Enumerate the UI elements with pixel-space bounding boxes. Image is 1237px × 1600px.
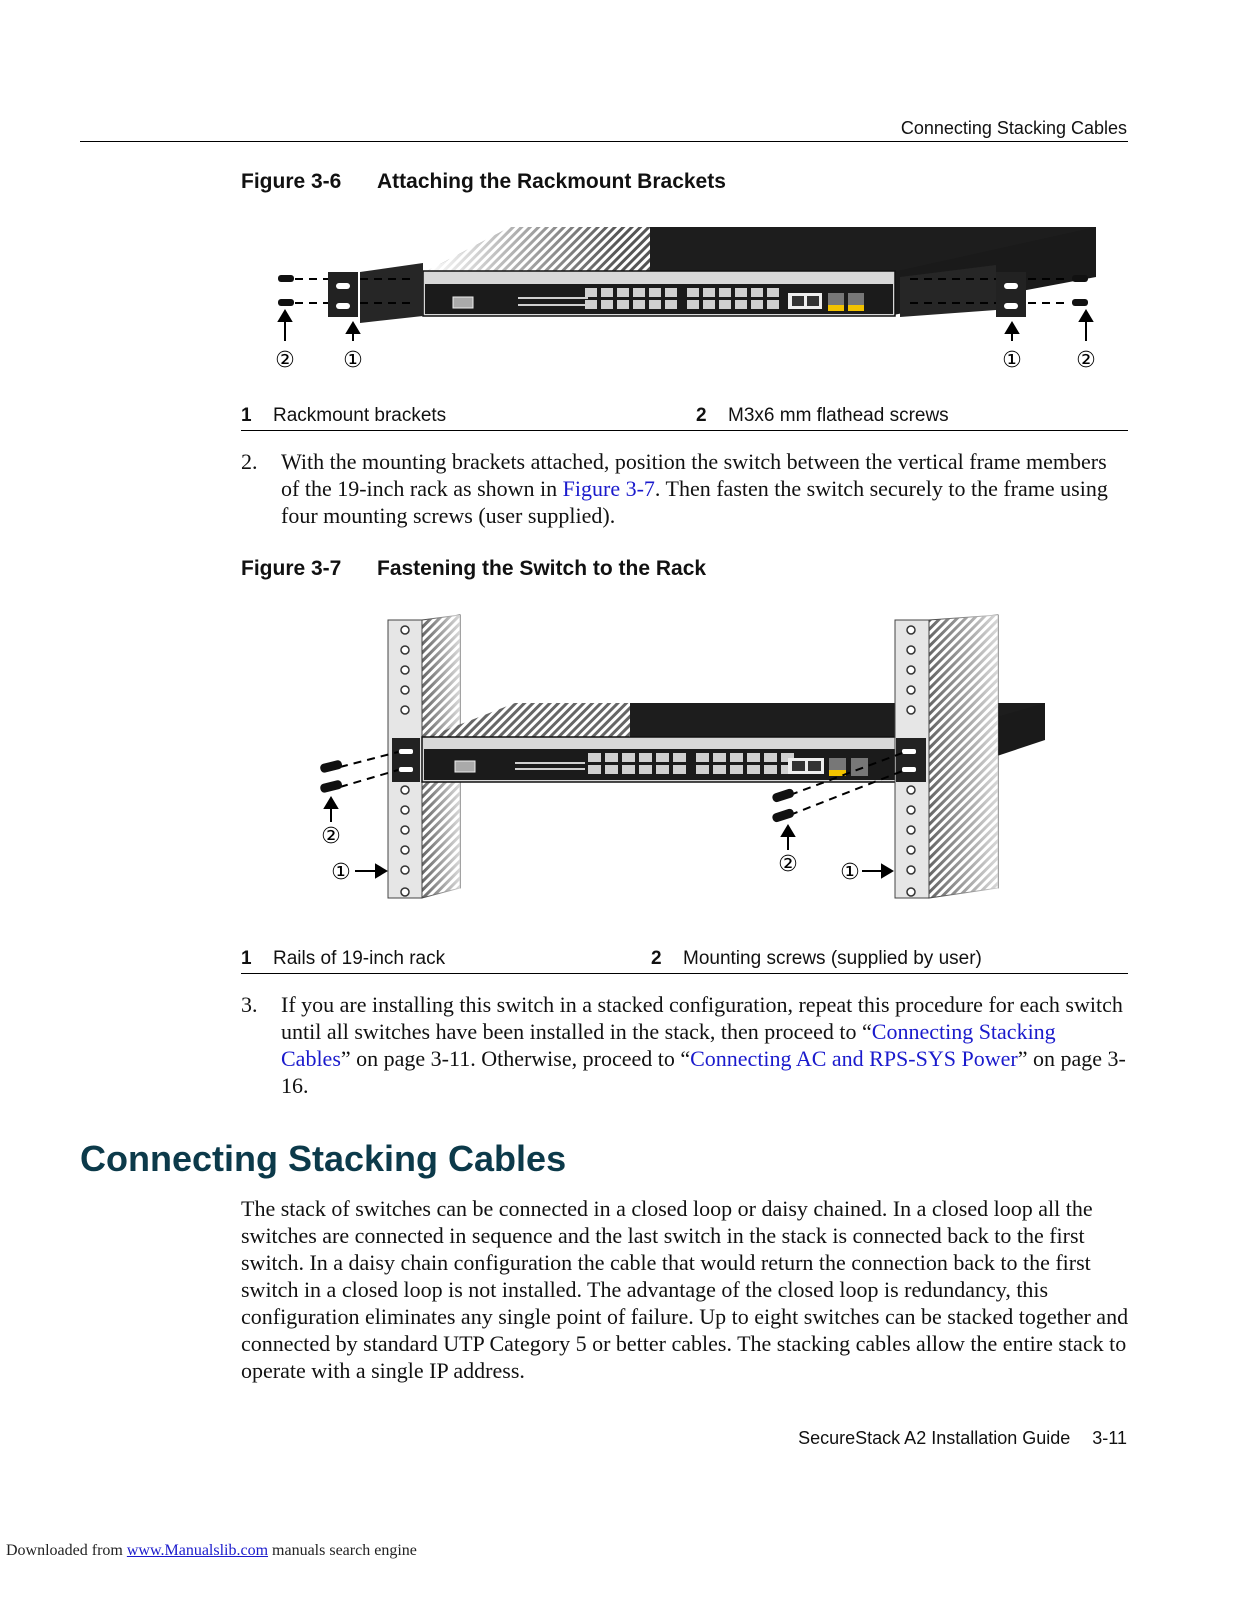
rail-hole	[401, 646, 409, 654]
rj45-port	[622, 753, 635, 762]
connecting-ac-power-link[interactable]: Connecting AC and RPS-SYS Power	[690, 1046, 1018, 1071]
rj45-port	[622, 765, 635, 774]
rj45-port	[665, 300, 677, 309]
rj45-port	[585, 300, 597, 309]
step-number: 3.	[241, 992, 258, 1017]
callout-1-right: ①	[1002, 348, 1022, 373]
rj45-port	[633, 300, 645, 309]
rail-hole	[907, 666, 915, 674]
rail-hole	[401, 826, 409, 834]
rj45-port	[588, 765, 601, 774]
rj45-port	[764, 753, 777, 762]
rj45-port	[696, 753, 709, 762]
page-footer	[798, 1428, 1127, 1449]
download-banner: Downloaded from www.Manualslib.com manuals search engine	[6, 1542, 417, 1559]
callout-2-right: ②	[778, 852, 798, 877]
rj45-port	[713, 765, 726, 774]
rj45-port	[585, 288, 597, 297]
running-header: Connecting Stacking Cables	[900, 118, 1127, 138]
figure-title: Attaching the Rackmount Brackets	[377, 170, 726, 193]
rj45-port	[649, 288, 661, 297]
step-2: 2. With the mounting brackets attached, position the switch between the vertical frame members of the 19-inch rack as shown in Figure 3-7. Then fasten the switch securely to the frame using four mounting screws (user supplied).	[241, 449, 1108, 528]
legend-item: 2 Mounting screws (supplied by user)	[651, 948, 982, 969]
callout-1-left: ①	[343, 348, 363, 373]
rail-hole	[907, 826, 915, 834]
rj45-port	[656, 753, 669, 762]
rail-hole	[401, 846, 409, 854]
header-rule	[80, 141, 1128, 142]
legend-rule	[241, 973, 1128, 974]
figure-number: Figure 3-7	[241, 557, 342, 580]
guide-title: SecureStack A2 Installation Guide	[798, 1428, 1071, 1448]
rj45-port	[673, 753, 686, 762]
figure-3-6-caption	[241, 170, 726, 194]
rj45-port	[639, 753, 652, 762]
rj45-port	[730, 753, 743, 762]
rj45-port	[747, 765, 760, 774]
callout-2-left: ②	[275, 348, 295, 373]
rj45-port	[665, 288, 677, 297]
callout-1-right: ①	[840, 860, 860, 885]
rail-hole	[907, 866, 915, 874]
rail-hole	[907, 806, 915, 814]
page-number: 3-11	[1092, 1428, 1127, 1448]
legend-item: 2 M3x6 mm flathead screws	[696, 405, 949, 426]
rj45-port	[747, 753, 760, 762]
rj45-port	[601, 300, 613, 309]
callout-2-right: ②	[1076, 348, 1096, 373]
figure-3-6-illustration	[260, 215, 1120, 380]
figure-3-7-caption	[241, 557, 706, 581]
figure-3-7-illustration	[310, 610, 1050, 910]
rj45-port	[767, 300, 779, 309]
rail-hole	[907, 686, 915, 694]
rail-hole	[401, 888, 409, 896]
rj45-port	[601, 288, 613, 297]
rj45-port	[751, 300, 763, 309]
rail-hole	[401, 626, 409, 634]
manualslib-link[interactable]: www.Manualslib.com	[126, 1542, 269, 1559]
rj45-port	[767, 288, 779, 297]
figure-title: Fastening the Switch to the Rack	[377, 557, 707, 580]
rj45-port	[713, 753, 726, 762]
rj45-port	[617, 300, 629, 309]
rj45-port	[639, 765, 652, 774]
rail-hole	[401, 686, 409, 694]
rj45-port	[656, 765, 669, 774]
rj45-port	[719, 300, 731, 309]
rj45-port	[605, 753, 618, 762]
rj45-port	[687, 288, 699, 297]
rj45-port	[687, 300, 699, 309]
rj45-port	[719, 288, 731, 297]
rj45-port	[696, 765, 709, 774]
rail-hole	[907, 786, 915, 794]
rj45-port	[605, 765, 618, 774]
rail-hole	[401, 806, 409, 814]
section-paragraph: The stack of switches can be connected in a closed loop or daisy chained. In a closed loop all the switches are connected in sequence and the last switch in the stack is connected back to the first switch. In a daisy chain configuration the cable that would return the connection back to the first switch in a closed loop is not installed. The advantage of the closed loop is redundancy, this configuration eliminates any single point of failure. Up to eight switches can be stacked together and connected by standard UTP Category 5 or better cables. The stacking cables allow the entire stack to operate with a single IP address.	[241, 1196, 1129, 1383]
connecting-stacking-cables-link[interactable]: Connecting Stacking Cables	[281, 1019, 1056, 1071]
rj45-port	[633, 288, 645, 297]
legend-rule	[241, 430, 1128, 431]
figure-3-7-legend	[241, 944, 1128, 974]
figure-number: Figure 3-6	[241, 170, 342, 193]
rail-hole	[401, 866, 409, 874]
rj45-port	[673, 765, 686, 774]
rj45-port	[703, 288, 715, 297]
rj45-port	[764, 765, 777, 774]
legend-item: 1 Rackmount brackets	[241, 405, 447, 426]
rj45-port	[751, 288, 763, 297]
rj45-port	[735, 288, 747, 297]
rj45-port	[735, 300, 747, 309]
callout-2-left: ②	[321, 824, 341, 849]
rj45-port	[649, 300, 661, 309]
section-heading: Connecting Stacking Cables	[80, 1138, 567, 1179]
figure-3-6-legend	[241, 401, 1128, 431]
rj45-port	[703, 300, 715, 309]
rail-hole	[907, 888, 915, 896]
rail-hole	[401, 786, 409, 794]
step-number: 2.	[241, 449, 258, 474]
figure-3-7-link[interactable]: Figure 3-7	[562, 476, 655, 501]
rail-hole	[401, 706, 409, 714]
rail-hole	[907, 626, 915, 634]
rail-hole	[401, 666, 409, 674]
rail-hole	[907, 646, 915, 654]
rail-hole	[907, 706, 915, 714]
step-3: 3. If you are installing this switch in a stacked configuration, repeat this procedure for each switch until all switches have been installed in the stack, then proceed to “Connecting Stacking Cables” on page 3-11. Otherwise, proceed to “Connecting AC and RPS-SYS Power” on page 3-16.	[241, 992, 1126, 1098]
rj45-port	[730, 765, 743, 774]
callout-1-left: ①	[331, 860, 351, 885]
rail-hole	[907, 846, 915, 854]
rj45-port	[588, 753, 601, 762]
legend-item: 1 Rails of 19-inch rack	[241, 948, 446, 969]
rj45-port	[617, 288, 629, 297]
